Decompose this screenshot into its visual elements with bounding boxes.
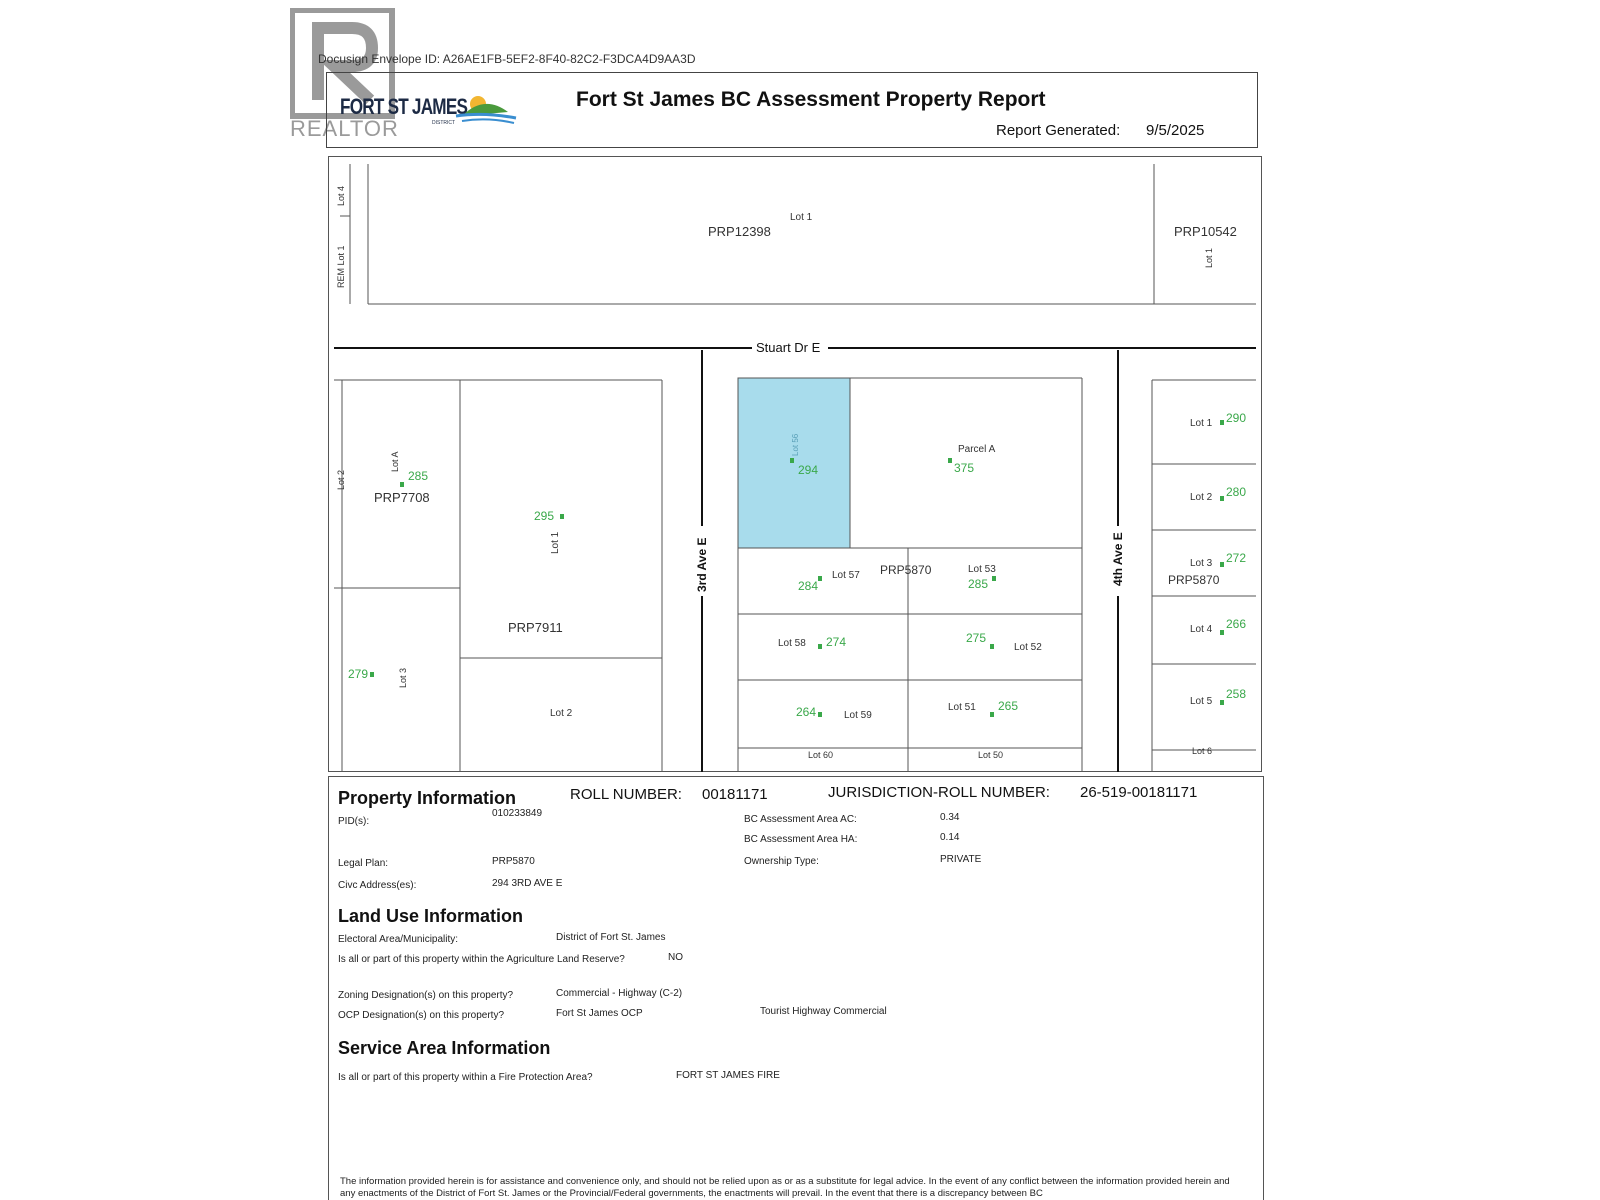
label-lot56: Lot 56 [791,433,800,456]
label-lot50: Lot 50 [978,750,1004,760]
label-264: 264 [796,705,817,719]
report-generated-label: Report Generated: [996,122,1121,139]
pid-label: PID(s): [338,816,370,827]
disclaimer-text: The information provided herein is for assistance and convenience only, and should not be relied upon as or as a substitute for legal advice. In the event of any conflict between the information provided herein and any enactments of the District of Fort St. James or the Provincial/Federal governments, the enactments will prevail. In the event that there is a discrepancy between BC [340,1176,1230,1199]
label-prp10542: PRP10542 [1174,224,1237,239]
fire-area-label: Is all or part of this property within a Fire Protection Area? [338,1072,593,1083]
electoral-value: District of Fort St. James [556,932,666,943]
label-375: 375 [954,461,975,475]
label-280: 280 [1226,485,1247,499]
label-prp5870-right: PRP5870 [1168,573,1220,587]
pid-value: 010233849 [492,808,543,819]
label-lot57: Lot 57 [832,570,860,581]
label-290: 290 [1226,411,1247,425]
road-label-4th-ave: 4th Ave E [1111,532,1125,586]
label-lot1-mid: Lot 1 [550,531,561,554]
land-use-title: Land Use Information [338,906,524,926]
label-272: 272 [1226,551,1247,565]
label-295: 295 [534,509,555,523]
legal-plan-value: PRP5870 [492,856,535,867]
label-265: 265 [998,699,1019,713]
area-ha-value: 0.14 [940,832,960,843]
label-284: 284 [798,579,819,593]
fort-st-james-logo [336,92,516,132]
realtor-wordmark: REALTOR [290,116,399,141]
label-lot52: Lot 52 [1014,642,1042,653]
ocp-label: OCP Designation(s) on this property? [338,1010,505,1021]
logo-wordmark: FORT ST JAMES [340,94,468,119]
zoning-value: Commercial - Highway (C-2) [556,988,683,999]
label-lot2-bottom: Lot 2 [550,708,573,719]
label-275: 275 [966,631,987,645]
parcel-map [328,156,1262,772]
jurisdiction-roll-value: 26-519-00181171 [1080,784,1198,801]
label-285-mid: 285 [968,577,989,591]
label-266: 266 [1226,617,1247,631]
roll-number-value: 00181171 [702,786,768,803]
label-lot3-right: Lot 3 [1190,558,1213,569]
zoning-label: Zoning Designation(s) on this property? [338,990,514,1001]
label-prp7911: PRP7911 [508,620,563,635]
label-parcel-a: Parcel A [958,444,996,455]
label-prp5870-mid: PRP5870 [880,563,932,577]
label-lot4-right: Lot 4 [1190,624,1213,635]
label-lot51: Lot 51 [948,702,976,713]
label-prp7708: PRP7708 [374,490,430,505]
label-lot3-left: Lot 3 [398,667,408,688]
label-lot6-right: Lot 6 [1192,746,1213,756]
label-285-left: 285 [408,469,429,483]
label-lot4-left: Lot 4 [336,185,346,206]
docusign-envelope-id: Docusign Envelope ID: A26AE1FB-5EF2-8F40-82C2-F3DCA4D9AA3D [318,52,696,66]
ocp-detail-value: Tourist Highway Commercial [760,1006,887,1017]
area-ha-label: BC Assessment Area HA: [744,834,858,845]
label-lot60: Lot 60 [808,750,834,760]
ownership-label: Ownership Type: [744,856,819,867]
report-title: Fort St James BC Assessment Property Report [576,88,1046,111]
logo-subtext: DISTRICT [432,120,456,126]
road-label-3rd-ave: 3rd Ave E [695,537,709,592]
mountain-lake-icon [454,92,518,126]
label-274: 274 [826,635,847,649]
ownership-value: PRIVATE [940,854,982,865]
label-lot1-topright: Lot 1 [1204,247,1214,268]
label-lot2-right: Lot 2 [1190,492,1213,503]
area-ac-value: 0.34 [940,812,960,823]
label-lot53: Lot 53 [968,564,996,575]
label-lot2-left: Lot 2 [336,469,346,490]
ocp-value: Fort St James OCP [556,1008,643,1019]
area-ac-label: BC Assessment Area AC: [744,814,857,825]
label-294: 294 [798,463,819,477]
label-258: 258 [1226,687,1247,701]
service-area-title: Service Area Information [338,1038,551,1058]
label-lot5-right: Lot 5 [1190,696,1213,707]
road-label-stuart-dr: Stuart Dr E [756,340,821,355]
legal-plan-label: Legal Plan: [338,858,389,869]
electoral-label: Electoral Area/Municipality: [338,934,459,945]
label-lot1-top: Lot 1 [790,212,813,223]
roll-number-label: ROLL NUMBER: [570,786,682,803]
label-lot59: Lot 59 [844,710,872,721]
report-generated-date: 9/5/2025 [1146,122,1205,139]
alr-value: NO [668,952,683,963]
label-prp12398: PRP12398 [708,224,771,239]
label-rem-lot1: REM Lot 1 [336,245,346,288]
jurisdiction-roll-label: JURISDICTION-ROLL NUMBER: [828,784,1050,801]
label-279: 279 [348,667,369,681]
civic-address-label: Civc Address(es): [338,880,417,891]
fire-area-value: FORT ST JAMES FIRE [676,1070,780,1081]
label-lot58: Lot 58 [778,638,806,649]
label-lot1-right: Lot 1 [1190,418,1213,429]
civic-address-value: 294 3RD AVE E [492,878,563,889]
property-info-title: Property Information [338,788,517,808]
label-lot-a: Lot A [390,451,400,472]
alr-label: Is all or part of this property within the Agriculture Land Reserve? [338,954,625,965]
